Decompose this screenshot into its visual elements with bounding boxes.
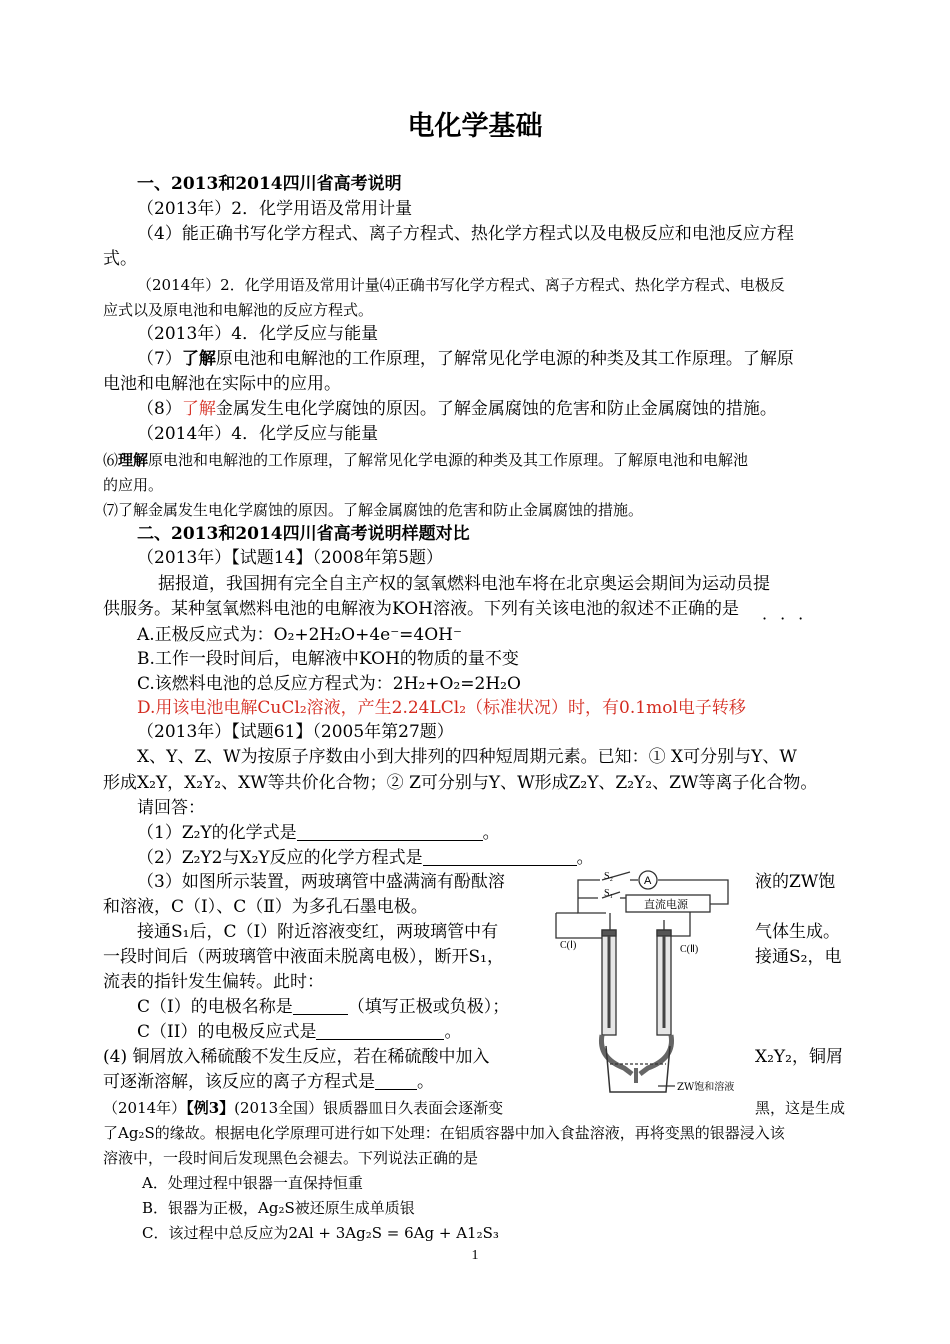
page-title: 电化学基础 [407,111,543,142]
text-line: 形成X₂Y，X₂Y₂、XW等共价化合物；② Z可分别与Y、W形成Z₂Y、Z₂Y₂、ZW等离子化合物。 [103,773,818,793]
text-fragment: ⑹ [103,451,119,469]
text-line [137,347,794,371]
period: 。 [417,1072,434,1092]
answer-blank [375,1072,417,1090]
question-text: （2）Z₂Y2与X₂Y反应的化学方程式是 [137,848,423,868]
text-line: X、Y、Z、W为按原子序数由小到大排列的四种短周期元素。已知：① X可分别与Y、W [137,747,797,767]
text-line: ⑺了解金属发生电化学腐蚀的原因。了解金属腐蚀的危害和防止金属腐蚀的措施。 [103,501,644,519]
option-c: C.该燃料电池的总反应方程式为：2H₂+O₂=2H₂O [137,674,521,694]
period: 。 [444,1022,462,1042]
text-line: 供服务。某种氢氧燃料电池的电解液为KOH溶液。下列有关该电池的叙述不正确的是 [103,599,740,619]
ammeter-label: A [644,875,652,887]
beaker-label: ZW饱和溶液 [677,1082,735,1093]
text-fragment: （7） [137,349,182,369]
option-a: A.正极反应式为：O₂+2H₂O+4e⁻=4OH⁻ [137,625,462,645]
text-line: 应式以及原电池和电解池的反应方程式。 [103,301,374,319]
text-fragment: 金属发生电化学腐蚀的原因。了解金属腐蚀的危害和防止金属腐蚀的措施。 [215,399,777,419]
wire [578,880,606,913]
question-2 [137,846,594,870]
period: 。 [576,848,594,868]
text-line: 接通S₁后，C（Ⅰ）附近溶液变红，两玻璃管中有 [137,922,499,942]
emphasis-text: 理解 [118,451,149,469]
text-line: 和溶液，C（Ⅰ）、C（Ⅱ）为多孔石墨电极。 [103,897,428,917]
text-line: (4) 铜屑放入稀硫酸不发生反应，若在稀硫酸中加入 [103,1047,490,1067]
question-text: 可逐渐溶解，该反应的离子方程式是 [103,1072,375,1092]
electrode-c1-label: C(Ⅰ) [560,940,577,951]
text-line: （2013年）2．化学用语及常用计量 [137,199,413,219]
text-fragment: （2014年） [103,1099,187,1117]
section-1-heading: 一、2013和2014四川省高考说明 [137,174,402,194]
text-fragment: （8） [137,399,182,419]
text-fragment: 原电池和电解池的工作原理，了解常见化学电源的种类及其工作原理。了解原电池和电解池 [148,451,749,469]
text-line: 一段时间后（两玻璃管中液面未脱离电极），断开S₁， [103,947,504,967]
answer-blank [423,848,577,866]
text-line: 据报道，我国拥有完全自主产权的氢氧燃料电池车将在北京奥运会期间为运动员提 [158,574,770,594]
question-4 [103,1070,434,1094]
text-line: 式。 [103,249,137,269]
text-line: 溶液中，一段时间后发现黑色会褪去。下列说法正确的是 [103,1149,479,1167]
choice-b: B．银器为正极，Ag₂S被还原生成单质银 [142,1199,415,1217]
question-text: （填写正极或负极）； [347,997,510,1017]
text-line: 请回答： [137,798,205,818]
example-label: 【例3】 [186,1099,235,1117]
text-line: 了Ag₂S的缘故。根据电化学原理可进行如下处理：在铝质容器中加入食盐溶液，再将变黑的银器浸入该 [103,1124,785,1142]
question-text: C（II）的电极反应式是 [137,1022,317,1042]
question-text: C（I）的电极名称是 [137,997,293,1017]
text-line: X₂Y₂，铜屑 [755,1047,843,1067]
emphasis-text: 了解 [181,349,216,369]
choice-a: A．处理过程中银器一直保持恒重 [142,1174,363,1192]
text-line: 电池和电解池在实际中的应用。 [103,374,341,394]
text-line [103,448,748,472]
period: 。 [482,823,500,843]
text-fragment: 原电池和电解池的工作原理，了解常见化学电源的种类及其工作原理。了解原 [215,349,794,369]
dc-power-label: 直流电源 [644,898,688,911]
choice-c: C．该过程中总反应为2Al + 3Ag₂S = 6Ag + A1₂S₃ [142,1224,499,1242]
question-3b [137,1020,461,1044]
highlight-text: 了解 [181,399,216,419]
section-2-heading: 二、2013和2014四川省高考说明样题对比 [137,524,470,544]
text-line: （2013年）【试题61】（2005年第27题） [137,722,454,742]
question-text: （1）Z₂Y的化学式是 [137,823,297,843]
text-fragment: (2013全国）银质器皿日久表面会逐渐变 [234,1099,504,1117]
question-3a [137,995,509,1019]
question-1 [137,821,500,845]
text-line [137,397,777,421]
option-d: D.用该电池电解CuCl₂溶液，产生2.24LCl₂（标准状况）时，有0.1mol电子转移 [137,698,746,718]
text-line: 气体生成。 [755,922,840,942]
text-line: 接通S₂，电 [755,947,842,967]
text-line: 黑，这是生成 [755,1099,846,1117]
text-line: 流表的指针发生偏转。此时： [103,972,324,992]
answer-blank [316,1022,444,1040]
electrode-c2-label: C(Ⅱ) [680,944,699,955]
electrolysis-apparatus-figure [540,868,755,1100]
text-line: 液的ZW饱 [755,872,836,892]
text-line: （3）如图所示装置，两玻璃管中盛满滴有酚酞溶 [137,872,505,892]
page-number: 1 [471,1248,479,1263]
text-line: 的应用。 [103,476,164,494]
text-line: （2013年）4．化学反应与能量 [137,324,379,344]
text-line: （2014年）4．化学反应与能量 [137,424,379,444]
switch-s2-label: S₂ [604,871,614,882]
example-heading [103,1096,503,1120]
text-line: （2014年）2．化学用语及常用计量⑷正确书写化学方程式、离子方程式、热化学方程式、电极反 [137,276,785,294]
text-line: （4）能正确书写化学方程式、离子方程式、热化学方程式以及电极反应和电池反应方程 [137,224,794,244]
emphasis-dots: ··· [762,609,817,628]
answer-blank [297,823,483,841]
switch-s1-label: S₁ [604,888,614,899]
text-line: （2013年）【试题14】（2008年第5题） [137,548,443,568]
answer-blank [293,997,348,1015]
option-b: B.工作一段时间后，电解液中KOH的物质的量不变 [137,649,519,669]
